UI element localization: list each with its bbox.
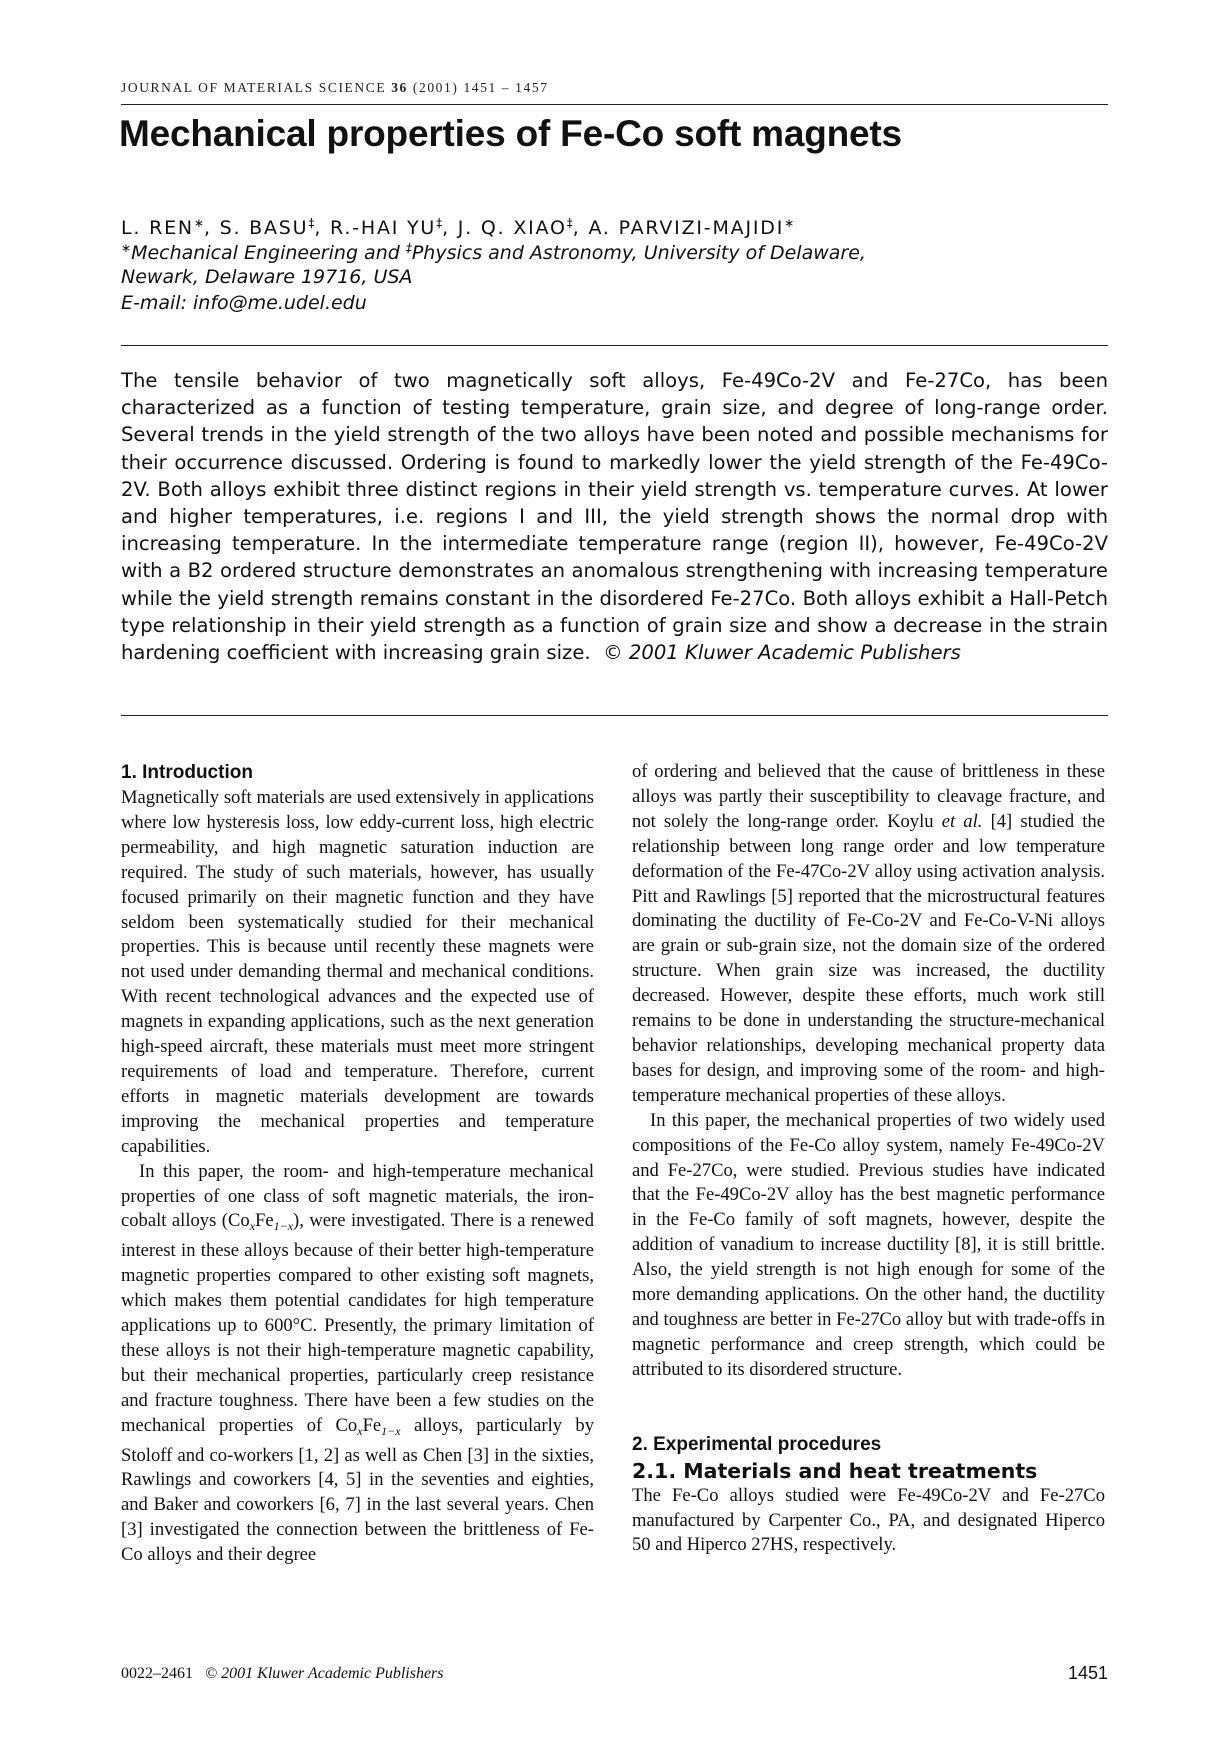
subscript: x bbox=[357, 1423, 363, 1438]
contact-email: E-mail: info@me.udel.edu bbox=[121, 292, 367, 314]
header-rule bbox=[121, 104, 1108, 105]
author-ren: L. REN bbox=[121, 217, 194, 239]
affiliation-line bbox=[121, 241, 1108, 264]
abstract-copyright: © 2001 Kluwer Academic Publishers bbox=[603, 641, 961, 665]
abstract bbox=[121, 367, 1108, 666]
subscript: 1−x bbox=[381, 1423, 401, 1438]
abstract-top-rule bbox=[121, 345, 1108, 346]
text-run: ), were investigated. There is a renewed interest in these alloys because of their better high-temperature magnetic properties compared to other existing soft magnets, which makes them potential candidates for high temperature applications up to 600°C. Presently, the primary limitation of these alloys is not their high-temperature magnetic capability, but their mechanical properties, particularly creep resistance and fracture toughness. There have been a few studies on the mechanical properties of Co bbox=[121, 1210, 594, 1436]
affiliation-mark: ∗ bbox=[193, 216, 204, 230]
affiliation-mark: ‡ bbox=[566, 216, 573, 230]
journal-volume: 36 bbox=[391, 80, 408, 95]
paragraph: In this paper, the mechanical properties of two widely used compositions of the Fe-Co alloy system, namely Fe-49Co-2V and Fe-27Co, were studied. Previous studies have indicated that the Fe-49Co-2V alloy has the best magnetic performance in the Fe-Co family of soft magnets, however, despite the addition of vanadium to increase ductility [8], it is still brittle. Also, the yield strength is not high enough for some of the more demanding applications. On the other hand, the ductility and toughness are better in Fe-27Co alloy but with trade-offs in magnetic performance and creep strength, which could be attributed to its disordered structure. bbox=[632, 1109, 1105, 1380]
affiliation-mark: ∗ bbox=[784, 216, 795, 230]
affiliation-physics: Physics and Astronomy, University of Delaware, bbox=[411, 242, 866, 264]
subscript: 1−x bbox=[273, 1219, 294, 1234]
paragraph: The Fe-Co alloys studied were Fe-49Co-2V and Fe-27Co manufactured by Carpenter Co., PA, and designated Hiperco 50 and Hiperco 27HS, respectively. bbox=[632, 1484, 1105, 1556]
affiliation-mark: ‡ bbox=[308, 216, 315, 230]
author-yu: , R.-HAI YU bbox=[314, 217, 437, 239]
affiliation-mark: ‡ bbox=[405, 241, 412, 255]
affiliation-mark: ∗ bbox=[121, 241, 132, 255]
footer-copyright: © 2001 Kluwer Academic Publishers bbox=[205, 1665, 444, 1682]
text-run-italic: et al. bbox=[941, 810, 983, 832]
text-run: of ordering and believed that the cause of brittleness in these alloys was partly their susceptibility to cleavage fracture, and not solely the long-range order. Koylu bbox=[632, 761, 1105, 832]
paragraph: Magnetically soft materials are used extensively in applications where low hysteresis loss, low eddy-current loss, high electric permeability, and high magnetic saturation induction are required. The study of such materials, however, has usually focused primarily on their magnetic function and they have seldom been systematically studied for their mechanical properties. This is because until recently these magnets were not used under demanding thermal and mechanical conditions. With recent technological advances and the expected use of magnets in expanding applications, such as the next generation high-speed aircraft, these materials must meet more stringent requirements of load and temperature. Therefore, current efforts in magnetic materials development are towards improving the mechanical properties and temperature capabilities. bbox=[121, 787, 594, 1157]
author-parvizi-majidi: , A. PARVIZI-MAJIDI bbox=[572, 217, 785, 239]
affiliation-mark: ‡ bbox=[436, 216, 443, 230]
journal-year-pages: (2001) 1451 – 1457 bbox=[412, 80, 549, 95]
text-run: [4] studied the relationship between long range order and low temperature deformation of the Fe-47Co-2V alloy using activation analysis. Pitt and Rawlings [5] reported that the microstructural features dominating the ductility of Fe-Co-2V and Fe-Co-V-Ni alloys are grain or sub-grain size, not the domain size of the ordered structure. When grain size was increased, the ductility decreased. However, despite these efforts, much work still remains to be done in understanding the structure-mechanical behavior relationships, developing mechanical property data bases for design, and improving some of the room- and high-temperature mechanical properties of these alloys. bbox=[632, 810, 1105, 1106]
affiliation-mechanical: Mechanical Engineering and bbox=[131, 242, 406, 264]
text-run: Fe bbox=[362, 1414, 382, 1436]
issn: 0022–2461 bbox=[121, 1665, 193, 1682]
paragraph bbox=[632, 760, 1105, 1109]
footer-issn bbox=[121, 1665, 444, 1683]
abstract-text: The tensile behavior of two magnetically soft alloys, Fe-49Co-2V and Fe-27Co, has been characterized as a function of testing temperature, grain size, and degree of long-range order. Several trends in the yield strength of the two alloys have been noted and possible mechanisms for their occurrence discussed. Ordering is found to markedly lower the yield strength of the Fe-49Co-2V. Both alloys exhibit three distinct regions in their yield strength vs. temperature curves. At lower and higher temperatures, i.e. regions I and III, the yield strength shows the normal drop with increasing temperature. In the intermediate temperature range (region II), however, Fe-49Co-2V with a B2 ordered structure demonstrates an anomalous strengthening with increasing temperature while the yield strength remains constant in the disordered Fe-27Co. Both alloys exhibit a Hall-Petch type relationship in their yield strength as a function of grain size and show a decrease in the strain hardening coefficient with increasing grain size. bbox=[121, 369, 1108, 665]
subscript: x bbox=[249, 1219, 256, 1234]
author-basu: , S. BASU bbox=[203, 217, 309, 239]
author-xiao: , J. Q. XIAO bbox=[442, 217, 567, 239]
journal-header bbox=[121, 80, 1108, 96]
subsection-heading-materials: 2.1. Materials and heat treatments bbox=[632, 1458, 1038, 1483]
paragraph bbox=[121, 1160, 594, 1569]
section-spacer bbox=[632, 1383, 1105, 1432]
text-run: alloys, particularly by Stoloff and co-workers [1, 2] as well as Chen [3] in the sixties, Rawlings and coworkers [4, 5] in the seventies and eighties, and Baker and coworkers [6, 7] in the last several years. Chen [3] investigated the connection between the brittleness of Fe-Co alloys and their degree bbox=[121, 1414, 594, 1566]
affiliation-address: Newark, Delaware 19716, USA bbox=[121, 266, 413, 288]
right-column bbox=[632, 760, 1105, 1558]
left-column bbox=[121, 760, 594, 1568]
author-list bbox=[121, 216, 1108, 239]
section-heading-experimental: 2. Experimental procedures bbox=[632, 1433, 882, 1455]
page-number: 1451 bbox=[1067, 1663, 1108, 1683]
journal-name: JOURNAL OF MATERIALS SCIENCE bbox=[121, 80, 387, 95]
text-run: Fe bbox=[255, 1210, 274, 1232]
section-heading-introduction: 1. Introduction bbox=[121, 762, 253, 783]
article-title: Mechanical properties of Fe-Co soft magnets bbox=[119, 113, 902, 154]
text-run: In this paper, the room- and high-temperature mechanical properties of one class of soft magnetic materials, the iron-cobalt alloys (Co bbox=[121, 1160, 594, 1232]
abstract-bottom-rule bbox=[121, 715, 1108, 716]
